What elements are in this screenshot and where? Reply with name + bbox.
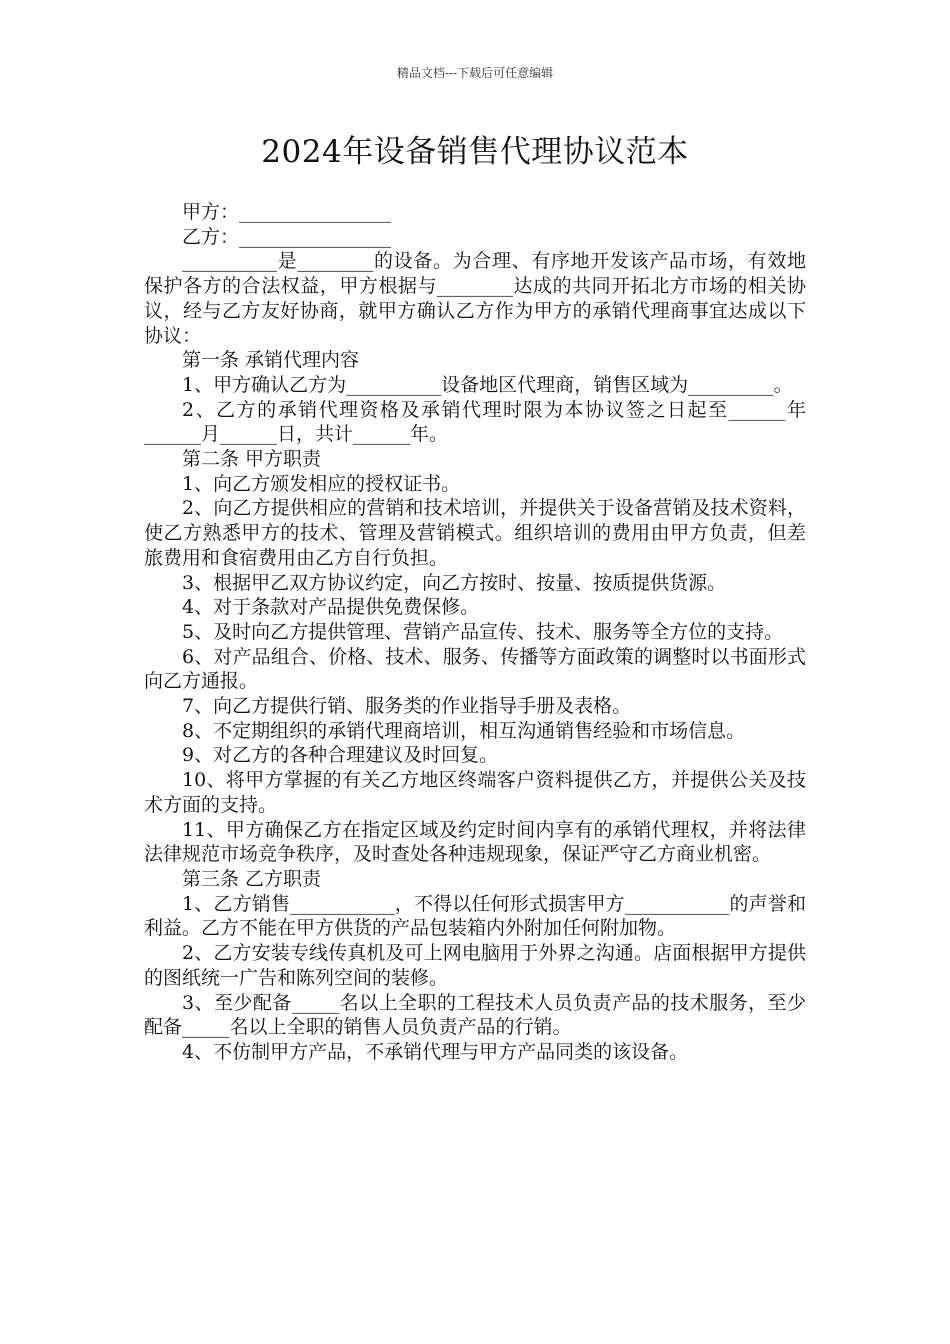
clause-paragraph: 11、甲方确保乙方在指定区域及约定时间内享有的承销代理权，并将法律法律规范市场竞争秩序，及时查处各种违规现象，保证严守乙方商业机密。	[144, 818, 806, 866]
clause-paragraph: 1、甲方确认乙方为__________设备地区代理商，销售区域为_________。	[182, 373, 793, 396]
party-a-line: 甲方：________________	[182, 201, 392, 223]
clause-paragraph: 4、不仿制甲方产品，不承销代理与甲方产品同类的该设备。	[182, 1040, 689, 1063]
clause-paragraph: 6、对产品组合、价格、技术、服务、传播等方面政策的调整时以书面形式向乙方通报。	[144, 645, 806, 693]
clause-paragraph: 2、乙方安装专线传真机及可上网电脑用于外界之沟通。店面根据甲方提供的图纸统一广告和陈列空间的装修。	[144, 942, 806, 989]
clause-paragraph: 7、向乙方提供行销、服务类的作业指导手册及表格。	[182, 695, 632, 718]
page-header: 精品文档---下载后可任意编辑	[396, 66, 554, 80]
document-title: 2024年设备销售代理协议范本	[261, 134, 689, 170]
clause-paragraph: 5、及时向乙方提供管理、营销产品宣传、技术、服务等全方位的支持。	[182, 620, 784, 643]
clause-paragraph: 3、根据甲乙双方协议约定，向乙方按时、按量、按质提供货源。	[182, 571, 727, 594]
preamble-paragraph: __________是________的设备。为合理、有序地开发该产品市场，有效地保护各方的合法权益，甲方根据与________达成的共同开拓北方市场的相关协议，经与乙方友好协商，就甲方确认乙方作为甲方的承销代理商事宜达成以下协议：	[144, 250, 806, 347]
clause-paragraph: 1、向乙方颁发相应的授权证书。	[182, 472, 461, 495]
clause-paragraph: 3、至少配备_____名以上全职的工程技术人员负责产品的技术服务，至少配备_____名以上全职的销售人员负责产品的行销。	[144, 991, 806, 1039]
article-heading: 第三条 乙方职责	[182, 867, 322, 890]
article-heading: 第二条 甲方职责	[182, 448, 322, 471]
clause-paragraph: 1、乙方销售___________，不得以任何形式损害甲方___________的声誉和利益。乙方不能在甲方供货的产品包装箱内外附加任何附加物。	[144, 892, 806, 940]
article-heading: 第一条 承销代理内容	[182, 349, 360, 372]
clause-paragraph: 4、对于条款对产品提供免费保修。	[182, 596, 480, 619]
clause-paragraph: 9、对乙方的各种合理建议及时回复。	[182, 744, 499, 767]
clause-paragraph: 2、向乙方提供相应的营销和技术培训，并提供关于设备营销及技术资料，使乙方熟悉甲方的技术、管理及营销模式。组织培训的费用由甲方负责，但差旅费用和食宿费用由乙方自行负担。	[144, 497, 806, 569]
document-body	[144, 200, 806, 1065]
clause-paragraph: 10、将甲方掌握的有关乙方地区终端客户资料提供乙方，并提供公关及技术方面的支持。	[144, 769, 806, 816]
clause-paragraph: 2、乙方的承销代理资格及承销代理时限为本协议签之日起至______年______月______日，共计______年。	[144, 398, 806, 446]
party-b-line: 乙方：________________	[182, 225, 392, 248]
clause-paragraph: 8、不定期组织的承销代理商培训，相互沟通销售经验和市场信息。	[182, 719, 746, 742]
